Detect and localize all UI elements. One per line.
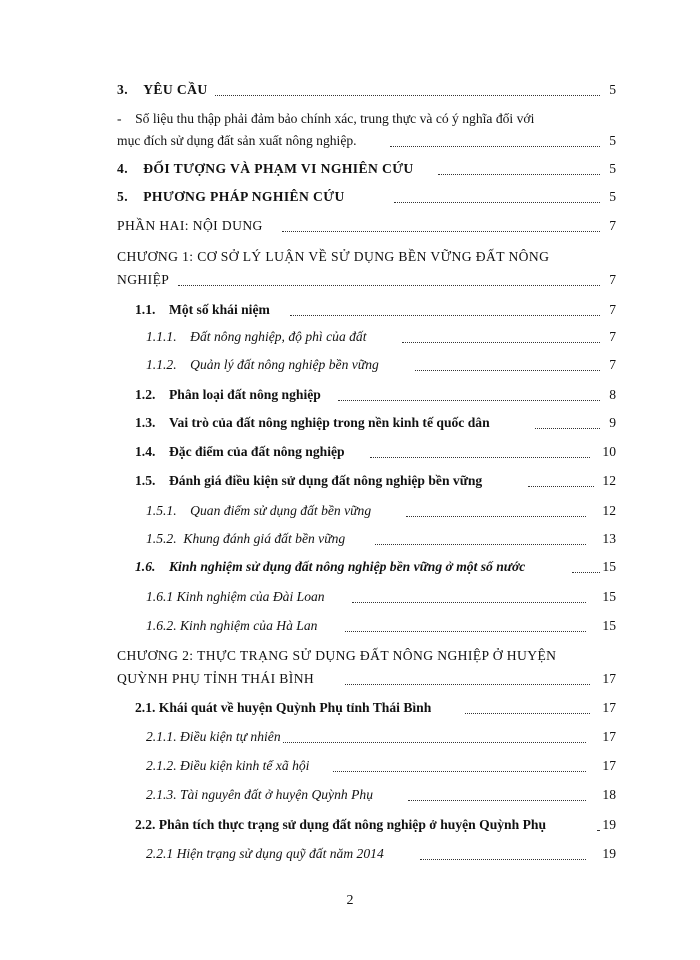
toc-entry-1-6-2[interactable]: [0, 614, 700, 638]
toc-entry-label: 2.1.3. Tài nguyên đất ở huyện Quỳnh Phụ: [146, 787, 373, 802]
toc-page-number: 17: [602, 700, 616, 715]
toc-leader-dots: [215, 95, 600, 96]
toc-page-number: 8: [609, 387, 616, 402]
toc-entry-label: 3. YÊU CẦU: [117, 82, 208, 97]
toc-entry-label: CHƯƠNG 1: CƠ SỞ LÝ LUẬN VỀ SỬ DỤNG BỀN VỮNG ĐẤT NÔNG: [117, 249, 550, 264]
toc-entry-1-5-2[interactable]: [0, 527, 700, 551]
toc-page-number: 13: [602, 531, 616, 546]
toc-entry-phan-hai[interactable]: [0, 214, 700, 238]
toc-entry-2-1-1[interactable]: [0, 725, 700, 749]
toc-page-number: 12: [602, 503, 616, 518]
toc-page-number: 19: [602, 817, 616, 832]
toc-entry-label: 1.6.2. Kinh nghiệm của Hà Lan: [146, 618, 318, 633]
toc-page-number: 7: [609, 302, 616, 317]
toc-page-number: 5: [609, 189, 616, 204]
toc-page-number: 17: [602, 758, 616, 773]
toc-entry-1-1-2[interactable]: [0, 353, 700, 377]
toc-leader-dots: [345, 684, 590, 685]
toc-entry-2-2[interactable]: [0, 813, 700, 837]
toc-entry-label: 4. ĐỐI TƯỢNG VÀ PHẠM VI NGHIÊN CỨU: [117, 161, 414, 176]
toc-entry-2-1[interactable]: [0, 696, 700, 720]
toc-entry-2-1-3[interactable]: [0, 783, 700, 807]
toc-entry-1-2[interactable]: [0, 383, 700, 407]
toc-entry-label: NGHIỆP: [117, 272, 170, 287]
toc-entry-label: 5. PHƯƠNG PHÁP NGHIÊN CỨU: [117, 189, 345, 204]
toc-page-number: 17: [602, 671, 616, 686]
toc-page-number: 5: [609, 133, 616, 148]
toc-leader-dots: [370, 457, 590, 458]
toc-page-number: 7: [609, 329, 616, 344]
toc-entry-label: CHƯƠNG 2: THỰC TRẠNG SỬ DỤNG ĐẤT NÔNG NGHIỆP Ở HUYỆN: [117, 648, 557, 663]
toc-entry-label: PHẦN HAI: NỘI DUNG: [117, 218, 263, 233]
toc-entry-label: QUỲNH PHỤ TỈNH THÁI BÌNH: [117, 671, 315, 686]
toc-leader-dots: [290, 315, 600, 316]
toc-entry-2-1-2[interactable]: [0, 754, 700, 778]
toc-entry-label: 2.1. Khái quát về huyện Quỳnh Phụ tỉnh Thái Bình: [135, 700, 432, 715]
toc-entry-1-5[interactable]: [0, 469, 700, 493]
toc-entry-label: 1.5.2. Khung đánh giá đất bền vững: [146, 531, 346, 546]
toc-page-number: 12: [602, 473, 616, 488]
toc-entry-label: 1.1. Một số khái niệm: [135, 302, 270, 317]
toc-entry-label: 1.6.1 Kinh nghiệm của Đài Loan: [146, 589, 325, 604]
toc-entry-label: 2.1.2. Điều kiện kinh tế xã hội: [146, 758, 310, 773]
toc-page-number: 15: [602, 559, 616, 574]
toc-entry-label: - Số liệu thu thập phải đảm bảo chính xác, trung thực và có ý nghĩa đối với: [117, 111, 535, 126]
toc-entry-doi-tuong[interactable]: [0, 157, 700, 181]
toc-page-number: 7: [609, 272, 616, 287]
toc-leader-dots: [178, 285, 600, 286]
toc-entry-label: 1.4. Đặc điểm của đất nông nghiệp: [135, 444, 345, 459]
toc-entry-label: 1.6. Kinh nghiệm sử dụng đất nông nghiệp bền vững ở một số nước: [135, 559, 526, 574]
toc-entry-chuong-2-line-2[interactable]: [0, 667, 700, 691]
toc-entry-chuong-2-line-1: [0, 644, 700, 668]
document-page-number: 2: [346, 893, 354, 908]
toc-entry-label: 2.1.1. Điều kiện tự nhiên: [146, 729, 281, 744]
toc-entry-1-5-1[interactable]: [0, 499, 700, 523]
toc-page-number: 17: [602, 729, 616, 744]
toc-page-number: 5: [609, 82, 616, 97]
toc-entry-label: 1.1.1. Đất nông nghiệp, độ phì của đất: [146, 329, 367, 344]
toc-entry-label: 1.3. Vai trò của đất nông nghiệp trong nền kinh tế quốc dân: [135, 415, 490, 430]
toc-entry-label: 1.2. Phân loại đất nông nghiệp: [135, 387, 321, 402]
toc-entry-note-line-2[interactable]: [0, 129, 700, 153]
toc-entry-1-6-1[interactable]: [0, 585, 700, 609]
toc-leader-dots: [333, 771, 586, 772]
toc-entry-1-3[interactable]: [0, 411, 700, 435]
toc-page-number: 18: [602, 787, 616, 802]
toc-page-number: 7: [609, 357, 616, 372]
toc-entry-2-2-1[interactable]: [0, 842, 700, 866]
toc-page-number: 7: [609, 218, 616, 233]
toc-leader-dots: [375, 544, 586, 545]
toc-entry-chuong-1-line-1: [0, 245, 700, 269]
toc-entry-yeu-cau[interactable]: [0, 78, 700, 102]
toc-page-number: 15: [602, 589, 616, 604]
toc-page-number: 15: [602, 618, 616, 633]
toc-entry-1-6[interactable]: [0, 555, 700, 579]
toc-page-number: 19: [602, 846, 616, 861]
toc-page-number: 9: [609, 415, 616, 430]
toc-leader-dots: [283, 742, 586, 743]
toc-entry-label: 1.5. Đánh giá điều kiện sử dụng đất nông nghiệp bền vững: [135, 473, 483, 488]
toc-page-number: 10: [602, 444, 616, 459]
toc-entry-label: mục đích sử dụng đất sản xuất nông nghiệp.: [117, 133, 357, 148]
toc-entry-1-1[interactable]: [0, 298, 700, 322]
toc-page-number: 5: [609, 161, 616, 176]
toc-leader-dots: [406, 516, 586, 517]
toc-entry-1-1-1[interactable]: [0, 325, 700, 349]
toc-entry-1-4[interactable]: [0, 440, 700, 464]
toc-entry-label: 1.5.1. Quan điểm sử dụng đất bền vững: [146, 503, 372, 518]
toc-entry-phuong-phap[interactable]: [0, 185, 700, 209]
toc-leader-dots: [352, 602, 586, 603]
toc-entry-note-line-1: [0, 107, 700, 131]
toc-entry-label: 1.1.2. Quản lý đất nông nghiệp bền vững: [146, 357, 379, 372]
toc-entry-label: 2.2.1 Hiện trạng sử dụng quỹ đất năm 2014: [146, 846, 384, 861]
toc-entry-label: 2.2. Phân tích thực trạng sử dụng đất nông nghiệp ở huyện Quỳnh Phụ: [135, 817, 547, 832]
toc-leader-dots: [345, 631, 586, 632]
toc-entry-chuong-1-line-2[interactable]: [0, 268, 700, 292]
toc-leader-dots: [282, 231, 600, 232]
